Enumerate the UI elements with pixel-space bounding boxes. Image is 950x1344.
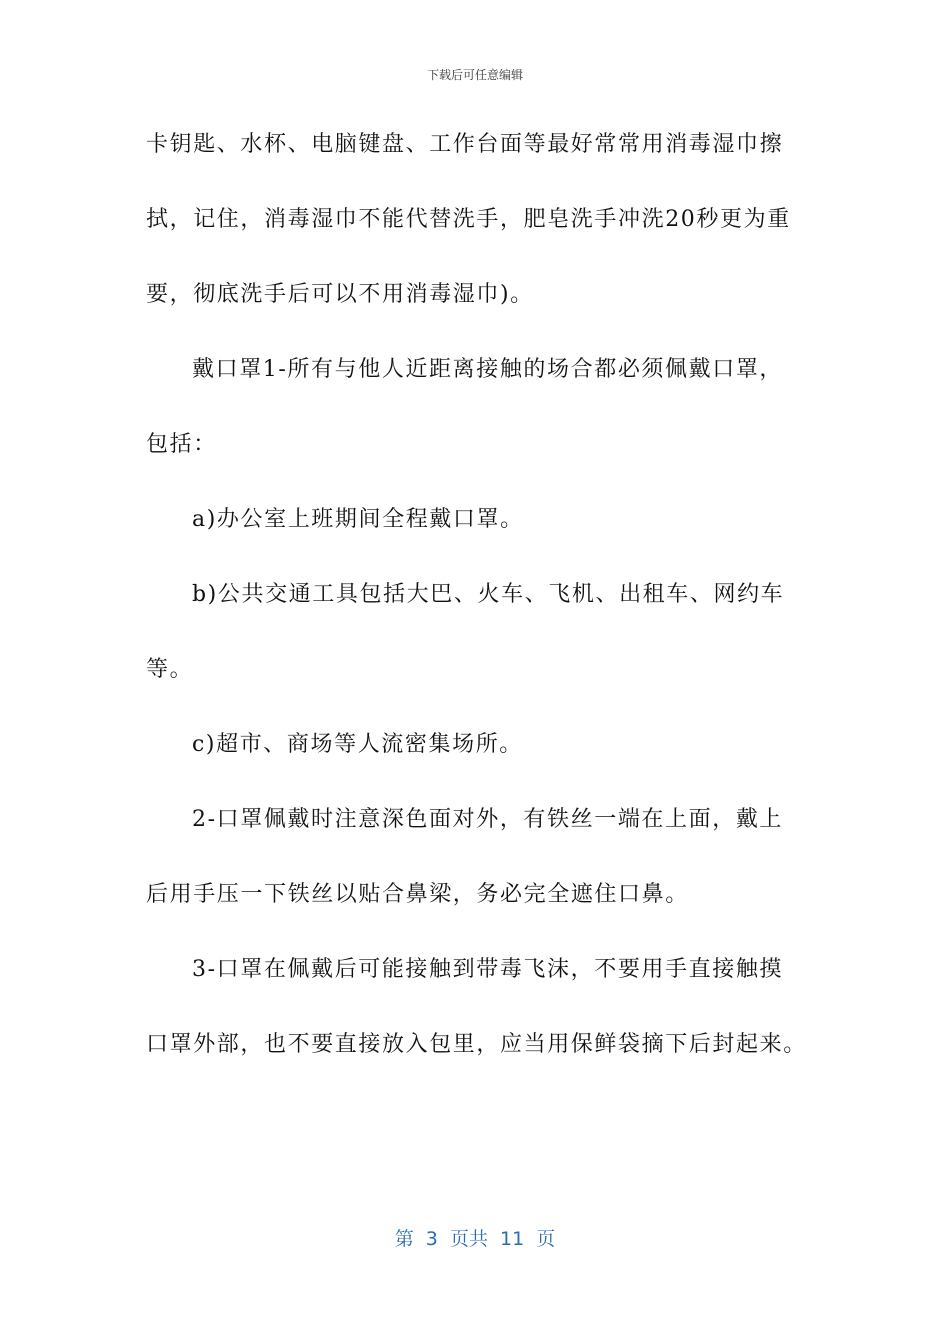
paragraph-line: 2-口罩佩戴时注意深色面对外，有铁丝一端在上面，戴上: [192, 807, 784, 832]
paragraph-line: 3-口罩在佩戴后可能接触到带毒飞沫，不要用手直接触摸: [192, 957, 784, 982]
paragraph-line: 口罩外部，也不要直接放入包里，应当用保鲜袋摘下后封起来。: [146, 1032, 807, 1057]
paragraph-line: 要，彻底洗手后可以不用消毒湿巾)。: [146, 282, 534, 307]
paragraph-line: 后用手压一下铁丝以贴合鼻梁，务必完全遮住口鼻。: [146, 882, 689, 907]
page-header: 下载后可任意编辑: [426, 68, 523, 82]
paragraph-line: 戴口罩1-所有与他人近距离接触的场合都必须佩戴口罩，: [192, 357, 784, 382]
paragraph-line: 拭，记住，消毒湿巾不能代替洗手，肥皂洗手冲洗20秒更为重: [146, 207, 791, 232]
document-body: [146, 123, 806, 1098]
paragraph-line: b)公共交通工具包括大巴、火车、飞机、出租车、网约车: [192, 582, 785, 607]
paragraph-line: 等。: [146, 657, 194, 682]
paragraph-line: c)超市、商场等人流密集场所。: [192, 732, 523, 757]
paragraph-line: 包括：: [146, 432, 217, 457]
paragraph-line: 卡钥匙、水杯、电脑键盘、工作台面等最好常常用消毒湿巾擦: [146, 132, 784, 157]
paragraph-line: a)办公室上班期间全程戴口罩。: [192, 507, 524, 532]
page-number-footer: 第 3 页共 11 页: [394, 1228, 556, 1250]
